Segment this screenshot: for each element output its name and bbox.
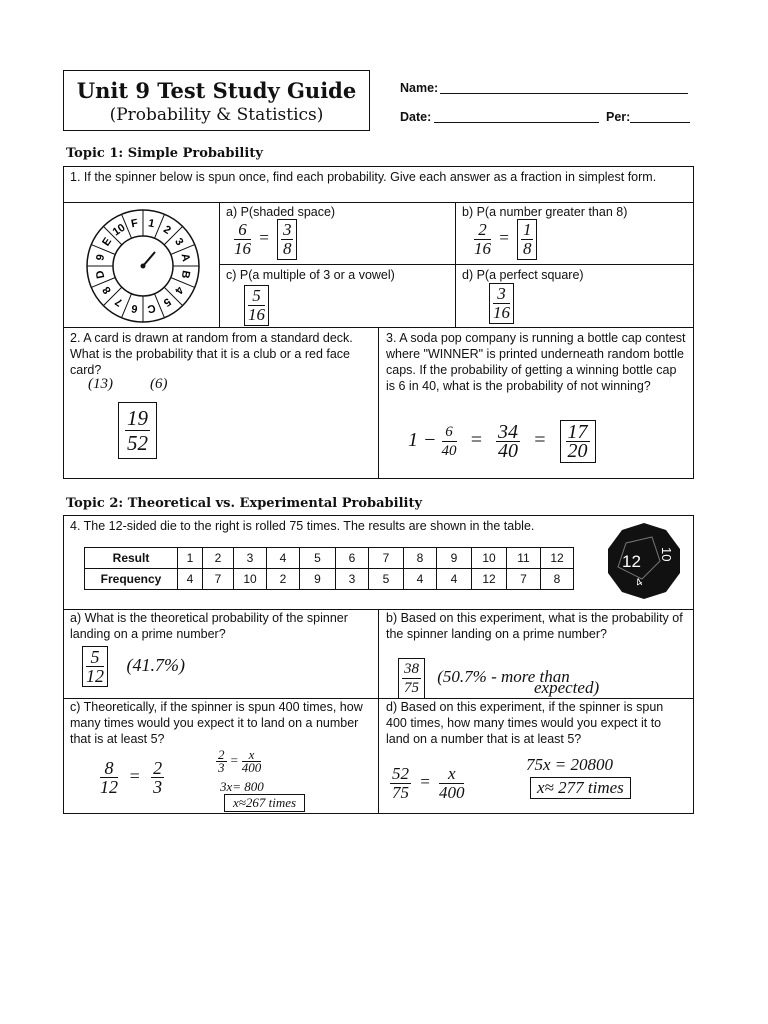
table-cell: 7 bbox=[203, 569, 234, 590]
table-cell: 12 bbox=[472, 569, 507, 590]
spinner-section-label: D bbox=[94, 269, 108, 280]
spinner-section-label: A bbox=[178, 252, 192, 263]
spinner-section-label: 8 bbox=[100, 284, 114, 296]
spinner-section-label: 2 bbox=[161, 223, 173, 237]
q2-q3-box bbox=[63, 327, 694, 479]
table-cell: 2 bbox=[203, 548, 234, 569]
q1-prompt: 1. If the spinner below is spun once, find each probability. Give each answer as a fraction in simplest form. bbox=[70, 170, 657, 184]
spinner-section-label: 7 bbox=[113, 295, 125, 309]
spinner-section-label: 4 bbox=[172, 284, 186, 296]
spinner-section-label: C bbox=[146, 301, 157, 315]
q1-box bbox=[63, 166, 694, 328]
qd-line1: 75x = 20800 bbox=[526, 755, 614, 774]
q1d-answer: $\frac{3}{16}$ bbox=[489, 283, 514, 324]
q4-prompt: 4. The 12-sided die to the right is rolled 75 times. The results are shown in the table. bbox=[70, 519, 535, 533]
frequency-header: Frequency bbox=[85, 569, 178, 590]
topic2-heading: Topic 2: Theoretical vs. Experimental Probability bbox=[66, 496, 423, 511]
table-cell: 7 bbox=[369, 548, 404, 569]
spinner-section-label: 1 bbox=[147, 217, 156, 231]
date-field[interactable] bbox=[434, 122, 599, 123]
qd-prompt: d) Based on this experiment, if the spinner is spun 400 times, how many times would you expect it to land on a number that is at least 5? bbox=[386, 700, 664, 746]
q2-prompt: 2. A card is drawn at random from a standard deck. What is the probability that it is a club or a red face card? bbox=[70, 331, 353, 377]
qd-answer: x≈ 277 times bbox=[530, 777, 631, 799]
die-face-label: 10 bbox=[659, 547, 674, 562]
title-box bbox=[63, 70, 370, 131]
table-cell: 8 bbox=[541, 569, 574, 590]
q3-prompt: 3. A soda pop company is running a bottle cap contest where "WINNER" is printed underneath random bottle caps. If the probability of getting a winning bottle cap is 6 in 40, what is the probability of not winning? bbox=[386, 331, 686, 393]
q2-note2: (6) bbox=[150, 376, 168, 392]
table-cell: 12 bbox=[541, 548, 574, 569]
die-face-label: 12 bbox=[622, 552, 641, 571]
date-label: Date: bbox=[400, 110, 432, 124]
qc-qd-box bbox=[63, 698, 694, 814]
table-row bbox=[85, 548, 574, 569]
q1b-work: $\frac{2}{16}$ = $\frac{1}{8}$ bbox=[474, 219, 537, 260]
per-label: Per: bbox=[606, 110, 631, 124]
table-cell: 6 bbox=[336, 548, 369, 569]
qc-prompt: c) Theoretically, if the spinner is spun 400 times, how many times would you expect it to land on a number that is at least 5? bbox=[70, 700, 363, 746]
q1c-label: c) P(a multiple of 3 or a vowel) bbox=[226, 268, 395, 282]
table-cell: 10 bbox=[234, 569, 267, 590]
table-row bbox=[85, 569, 574, 590]
table-cell: 2 bbox=[267, 569, 300, 590]
q1a-work: $\frac{6}{16}$ = $\frac{3}{8}$ bbox=[234, 219, 297, 260]
table-cell: 5 bbox=[300, 548, 336, 569]
q2-answer: $\frac{19}{52}$ bbox=[118, 402, 157, 459]
table-cell: 5 bbox=[369, 569, 404, 590]
q2-note1: (13) bbox=[88, 376, 113, 392]
table-cell: 4 bbox=[267, 548, 300, 569]
qc-answer: x≈267 times bbox=[224, 794, 305, 812]
per-field[interactable] bbox=[630, 122, 690, 123]
die-face-label: 4 bbox=[633, 576, 645, 590]
table-cell: 9 bbox=[300, 569, 336, 590]
table-cell: 4 bbox=[178, 569, 203, 590]
qc-line2: 3x= 800 bbox=[220, 779, 264, 794]
q3-work: 1 − $\frac{6}{40}$ = $\frac{34}{40}$ = $\frac{17}{20}$ bbox=[408, 420, 596, 463]
table-cell: 8 bbox=[404, 548, 437, 569]
spinner-section-label: 5 bbox=[161, 295, 173, 309]
q1d-label: d) P(a perfect square) bbox=[462, 268, 584, 282]
qd-work: $\frac{52}{75}$ = $\frac{x}{400}$ bbox=[392, 764, 465, 802]
spinner-section-label: B bbox=[178, 269, 192, 280]
qa-prompt: a) What is the theoretical probability of the spinner landing on a prime number? bbox=[70, 611, 348, 641]
qb-answer: $\frac{38}{75}$ (50.7% - more than bbox=[398, 658, 570, 699]
q1c-answer: $\frac{5}{16}$ bbox=[244, 285, 269, 326]
spinner-section-label: 10 bbox=[110, 221, 128, 239]
spinner-section-label: 6 bbox=[130, 301, 139, 315]
table-cell: 7 bbox=[507, 569, 541, 590]
table-cell: 4 bbox=[437, 569, 472, 590]
twelve-sided-die-image bbox=[604, 521, 684, 601]
table-cell: 9 bbox=[437, 548, 472, 569]
q1b-label: b) P(a number greater than 8) bbox=[462, 205, 628, 219]
qa-answer: $\frac{5}{12}$ (41.7%) bbox=[82, 646, 185, 687]
table-cell: 3 bbox=[336, 569, 369, 590]
qc-work: $\frac{8}{12}$ = $\frac{2}{3}$ bbox=[100, 758, 163, 797]
results-table bbox=[84, 547, 574, 590]
table-cell: 10 bbox=[472, 548, 507, 569]
qb-prompt: b) Based on this experiment, what is the probability of the spinner landing on a prime number? bbox=[386, 611, 683, 641]
name-label: Name: bbox=[400, 81, 439, 95]
topic1-heading: Topic 1: Simple Probability bbox=[66, 146, 263, 161]
table-cell: 4 bbox=[404, 569, 437, 590]
q1a-label: a) P(shaded space) bbox=[226, 205, 336, 219]
result-header: Result bbox=[85, 548, 178, 569]
spinner-section-label: F bbox=[130, 217, 140, 231]
name-field[interactable] bbox=[440, 93, 688, 94]
spinner-section-label: 9 bbox=[94, 253, 108, 262]
spinner-section-label: E bbox=[100, 235, 115, 249]
table-cell: 3 bbox=[234, 548, 267, 569]
spinner-graphic bbox=[81, 207, 205, 325]
page-title: Unit 9 Test Study Guide bbox=[76, 78, 357, 103]
qc-setup: $\frac{2}{3}$ = $\frac{x}{400}$ bbox=[218, 747, 262, 775]
table-cell: 11 bbox=[507, 548, 541, 569]
page-subtitle: (Probability & Statistics) bbox=[109, 105, 324, 125]
qb-note: expected) bbox=[534, 678, 600, 697]
qa-qb-box bbox=[63, 609, 694, 699]
table-cell: 1 bbox=[178, 548, 203, 569]
spinner-section-label: 3 bbox=[172, 236, 186, 248]
q4-box bbox=[63, 515, 694, 610]
